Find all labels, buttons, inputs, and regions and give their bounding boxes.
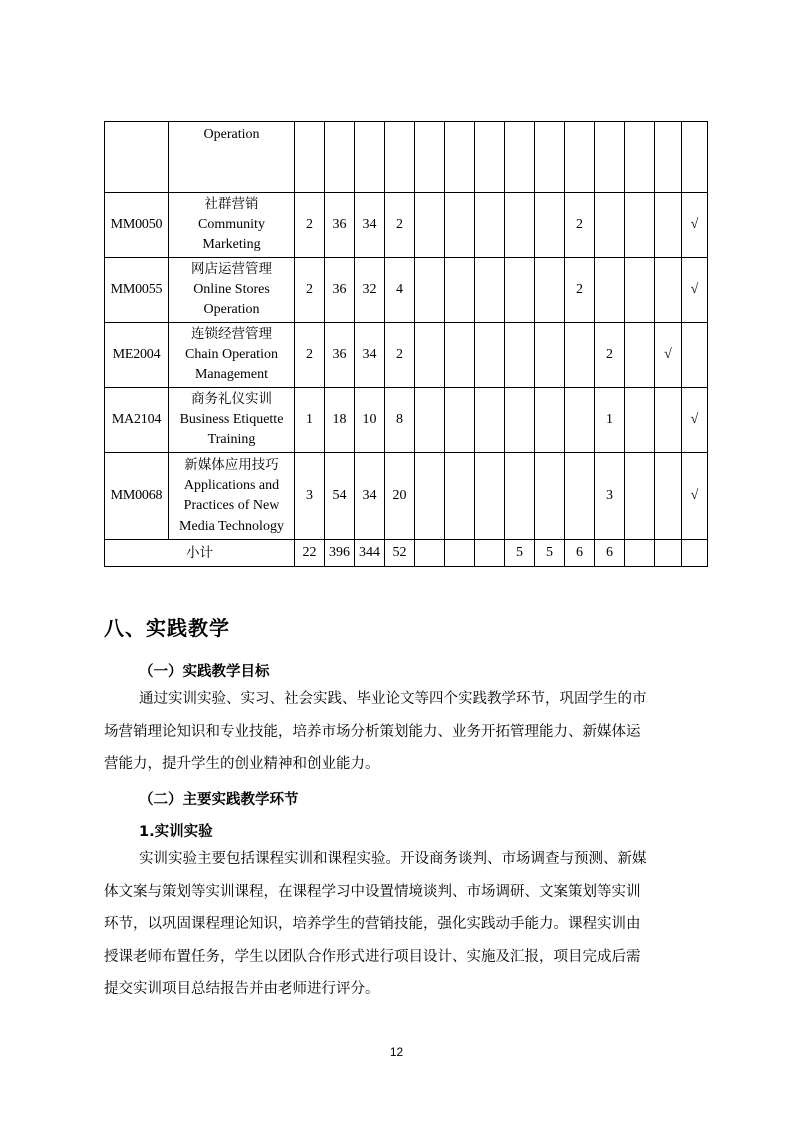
course-name-zh: 网店运营管理: [191, 261, 272, 278]
value-cell: 32: [355, 258, 385, 323]
subtotal-value-cell: [625, 540, 655, 567]
subsection-title-goals: （一）实践教学目标: [139, 664, 270, 680]
value-cell: [682, 323, 708, 388]
value-cell: [565, 388, 595, 453]
value-cell: 36: [325, 193, 355, 258]
value-cell: [445, 122, 475, 193]
course-code-cell: ME2004: [105, 323, 169, 388]
value-cell: [505, 193, 535, 258]
value-cell: [445, 453, 475, 540]
value-cell: 20: [385, 453, 415, 540]
value-cell: 34: [355, 193, 385, 258]
value-cell: [415, 453, 445, 540]
subtotal-value-cell: [475, 540, 505, 567]
course-name-en-line: Online Stores: [193, 281, 270, 297]
subtotal-label: 小计: [105, 540, 295, 567]
value-cell: [355, 122, 385, 193]
course-name-en-line: Management: [194, 367, 269, 383]
value-cell: [505, 323, 535, 388]
table-row: [105, 193, 708, 258]
value-cell: [535, 258, 565, 323]
value-cell: 3: [295, 453, 325, 540]
item-title-training: 1.实训实验: [139, 824, 213, 840]
value-cell: 1: [595, 388, 625, 453]
table-row: [105, 453, 708, 540]
course-name-zh: 社群营销: [204, 196, 259, 213]
value-cell: [505, 388, 535, 453]
value-cell: 2: [385, 193, 415, 258]
value-cell: [535, 193, 565, 258]
value-cell: [565, 323, 595, 388]
value-cell: 34: [355, 323, 385, 388]
value-cell: [445, 193, 475, 258]
value-cell: 2: [385, 323, 415, 388]
value-cell: [445, 323, 475, 388]
table-row: [105, 323, 708, 388]
value-cell: [415, 193, 445, 258]
subtotal-value-cell: [415, 540, 445, 567]
course-name-zh: 商务礼仪实训: [191, 391, 272, 408]
subtotal-value-cell: 52: [385, 540, 415, 567]
value-cell: 1: [295, 388, 325, 453]
value-cell: [682, 122, 708, 193]
value-cell: [475, 258, 505, 323]
course-name-en-line: Media Technology: [179, 518, 284, 534]
value-cell: √: [682, 193, 708, 258]
goals-line-3: 营能力，提升学生的创业精神和创业能力。: [104, 756, 380, 772]
training-line-3: 环节，以巩固课程理论知识，培养学生的营销技能，强化实践动手能力。课程实训由: [104, 916, 641, 932]
table-row: [105, 388, 708, 453]
value-cell: [625, 453, 655, 540]
subtotal-value-cell: 344: [355, 540, 385, 567]
value-cell: 36: [325, 323, 355, 388]
course-name-en-line: Chain Operation: [185, 346, 278, 362]
course-name-en-line: Operation: [203, 302, 260, 318]
subtotal-value-cell: [682, 540, 708, 567]
subsection-title-main: （二）主要实践教学环节: [139, 792, 299, 808]
value-cell: [655, 258, 682, 323]
value-cell: [655, 122, 682, 193]
value-cell: [475, 388, 505, 453]
subtotal-value-cell: 6: [565, 540, 595, 567]
course-name-en-line: Training: [207, 432, 256, 448]
value-cell: [535, 122, 565, 193]
section-title: 八、实践教学: [104, 616, 230, 640]
value-cell: [445, 258, 475, 323]
course-table: [104, 121, 708, 567]
value-cell: 2: [595, 323, 625, 388]
course-code-cell: MA2104: [105, 388, 169, 453]
course-code-cell: MM0050: [105, 193, 169, 258]
value-cell: 36: [325, 258, 355, 323]
training-line-2: 体文案与策划等实训课程，在课程学习中设置情境谈判、市场调研、文案策划等实训: [104, 883, 641, 900]
value-cell: [655, 388, 682, 453]
value-cell: [655, 453, 682, 540]
table-row: [105, 258, 708, 323]
value-cell: √: [655, 323, 682, 388]
value-cell: √: [682, 388, 708, 453]
value-cell: 2: [295, 193, 325, 258]
value-cell: [625, 388, 655, 453]
course-code-cell: MM0068: [105, 453, 169, 540]
value-cell: [625, 122, 655, 193]
value-cell: 10: [355, 388, 385, 453]
value-cell: [475, 323, 505, 388]
value-cell: 2: [565, 258, 595, 323]
value-cell: [505, 258, 535, 323]
course-name-cell: [169, 122, 295, 193]
subtotal-value-cell: 6: [595, 540, 625, 567]
value-cell: 2: [295, 258, 325, 323]
value-cell: 18: [325, 388, 355, 453]
page-number: 12: [389, 1045, 404, 1059]
course-name-cell: [169, 453, 295, 540]
subtotal-value-cell: 22: [295, 540, 325, 567]
value-cell: [595, 193, 625, 258]
value-cell: [595, 258, 625, 323]
value-cell: [595, 122, 625, 193]
course-name-cell: [169, 258, 295, 323]
training-paragraph: [104, 843, 696, 1006]
value-cell: [475, 453, 505, 540]
value-cell: [415, 388, 445, 453]
table-row: [105, 122, 708, 193]
value-cell: 2: [565, 193, 595, 258]
training-line-5: 提交实训项目总结报告并由老师进行评分。: [104, 981, 380, 997]
value-cell: √: [682, 453, 708, 540]
value-cell: 54: [325, 453, 355, 540]
goals-line-2: 场营销理论知识和专业技能，培养市场分析策划能力、业务开拓管理能力、新媒体运: [104, 723, 641, 740]
course-name-en-line: Community: [198, 216, 265, 232]
value-cell: [655, 193, 682, 258]
course-name-cell: [169, 323, 295, 388]
course-code-cell: [105, 122, 169, 193]
value-cell: 8: [385, 388, 415, 453]
value-cell: 34: [355, 453, 385, 540]
subtotal-value-cell: [445, 540, 475, 567]
value-cell: 2: [295, 323, 325, 388]
value-cell: [535, 388, 565, 453]
course-name-en-line: Practices of New: [183, 498, 280, 513]
value-cell: [295, 122, 325, 193]
value-cell: √: [682, 258, 708, 323]
value-cell: [385, 122, 415, 193]
value-cell: [625, 193, 655, 258]
subtotal-value-cell: 5: [505, 540, 535, 567]
value-cell: [415, 323, 445, 388]
course-name-zh: 新媒体应用技巧: [184, 457, 279, 473]
value-cell: [415, 122, 445, 193]
value-cell: [625, 258, 655, 323]
value-cell: [625, 323, 655, 388]
value-cell: [415, 258, 445, 323]
course-name-cell: [169, 388, 295, 453]
value-cell: [445, 388, 475, 453]
value-cell: [475, 122, 505, 193]
training-line-1: 实训实验主要包括课程实训和课程实验。开设商务谈判、市场调查与预测、新媒: [139, 851, 647, 867]
course-name-zh: 连锁经营管理: [191, 326, 272, 343]
value-cell: 4: [385, 258, 415, 323]
goals-line-1: 通过实训实验、实习、社会实践、毕业论文等四个实践教学环节，巩固学生的市: [139, 691, 647, 707]
training-line-4: 授课老师布置任务，学生以团队合作形式进行项目设计、实施及汇报，项目完成后需: [104, 948, 641, 965]
course-code-cell: MM0055: [105, 258, 169, 323]
goals-paragraph: [104, 683, 696, 781]
value-cell: [505, 122, 535, 193]
subtotal-row: [105, 540, 708, 567]
course-name-en-line: Operation: [203, 127, 260, 142]
value-cell: [565, 122, 595, 193]
value-cell: [535, 453, 565, 540]
course-name-en-line: Marketing: [202, 237, 261, 253]
value-cell: [565, 453, 595, 540]
value-cell: [505, 453, 535, 540]
subtotal-value-cell: [655, 540, 682, 567]
course-name-en-line: Business Etiquette: [179, 411, 284, 427]
value-cell: [475, 193, 505, 258]
value-cell: [535, 323, 565, 388]
subtotal-value-cell: 396: [325, 540, 355, 567]
subtotal-value-cell: 5: [535, 540, 565, 567]
course-name-en-line: Applications and: [183, 477, 280, 493]
value-cell: 3: [595, 453, 625, 540]
course-name-cell: [169, 193, 295, 258]
value-cell: [325, 122, 355, 193]
